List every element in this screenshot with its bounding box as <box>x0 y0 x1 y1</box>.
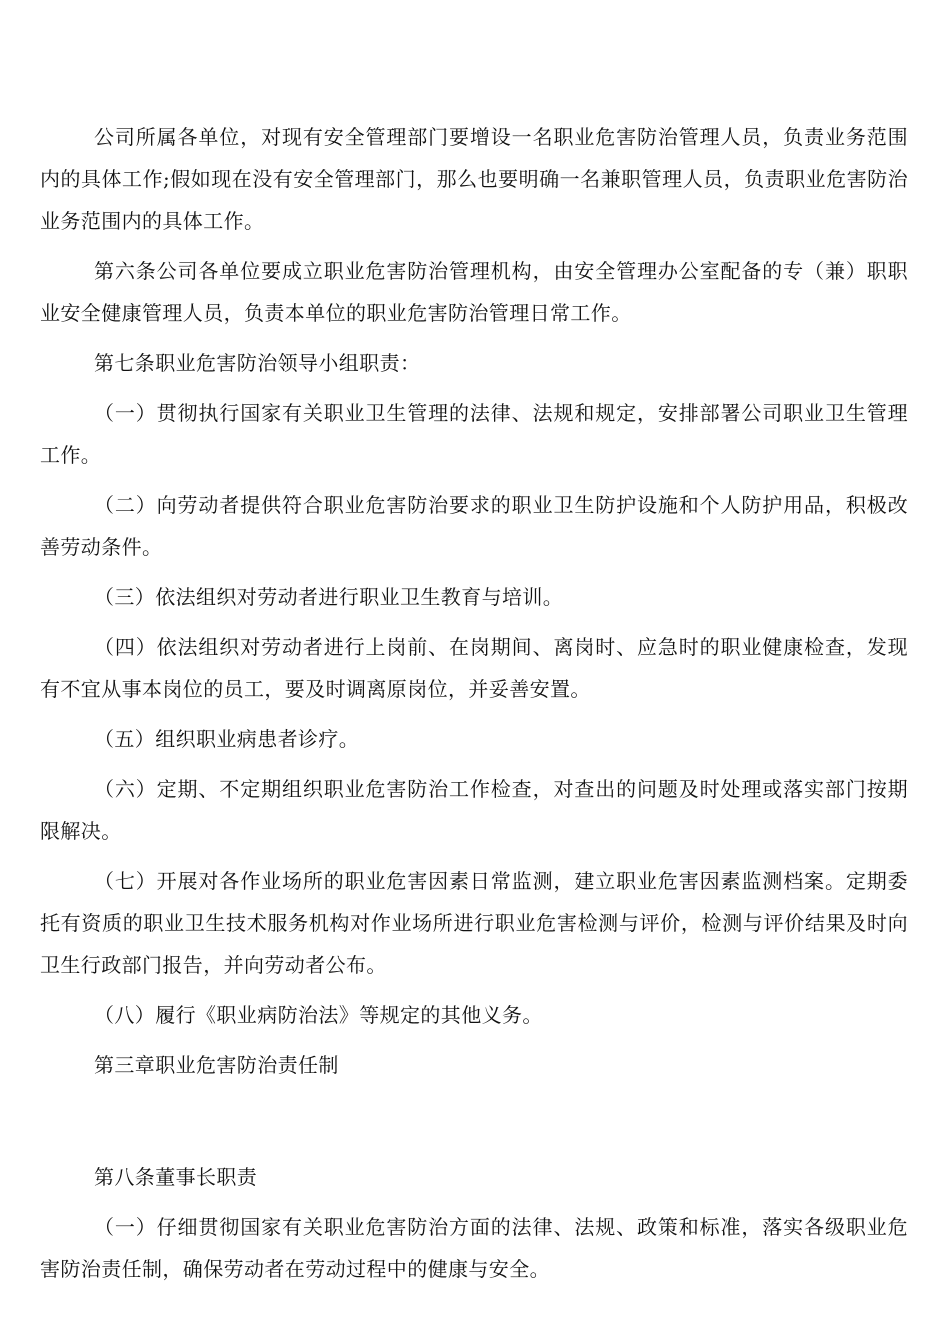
paragraph-article-7-item-6: （六）定期、不定期组织职业危害防治工作检查，对查出的问题及时处理或落实部门按期限解决。 <box>40 777 908 843</box>
paragraph-article-7-item-8: （八）履行《职业病防治法》等规定的其他义务。 <box>94 1003 543 1027</box>
document-body <box>40 116 908 1290</box>
paragraph-article-7-item-1: （一）贯彻执行国家有关职业卫生管理的法律、法规和规定，安排部署公司职业卫生管理工作。 <box>40 401 908 467</box>
paragraph-article-6: 第六条公司各单位要成立职业危害防治管理机构，由安全管理办公室配备的专（兼）职职业安全健康管理人员，负责本单位的职业危害防治管理日常工作。 <box>40 259 908 325</box>
paragraph-article-7-item-5: （五）组织职业病患者诊疗。 <box>94 727 360 751</box>
chapter-3-heading: 第三章职业危害防治责任制 <box>94 1053 339 1077</box>
paragraph-unit-staffing: 公司所属各单位，对现有安全管理部门要增设一名职业危害防治管理人员，负责业务范围内的具体工作;假如现在没有安全管理部门，那么也要明确一名兼职管理人员，负责职业危害防治业务范围内的具体工作。 <box>40 125 908 233</box>
paragraph-article-8-item-1: （一）仔细贯彻国家有关职业危害防治方面的法律、法规、政策和标准，落实各级职业危害防治责任制，确保劳动者在劳动过程中的健康与安全。 <box>40 1215 908 1281</box>
paragraph-article-7-item-7: （七）开展对各作业场所的职业危害因素日常监测，建立职业危害因素监测档案。定期委托有资质的职业卫生技术服务机构对作业场所进行职业危害检测与评价，检测与评价结果及时向卫生行政部门报告，并向劳动者公布。 <box>40 869 908 977</box>
paragraph-article-8-heading: 第八条董事长职责 <box>94 1165 258 1189</box>
paragraph-article-7-heading: 第七条职业危害防治领导小组职责： <box>94 351 421 375</box>
paragraph-article-7-item-4: （四）依法组织对劳动者进行上岗前、在岗期间、离岗时、应急时的职业健康检查，发现有不宜从事本岗位的员工，要及时调离原岗位，并妥善安置。 <box>40 635 908 701</box>
paragraph-article-7-item-3: （三）依法组织对劳动者进行职业卫生教育与培训。 <box>94 585 564 609</box>
paragraph-article-7-item-2: （二）向劳动者提供符合职业危害防治要求的职业卫生防护设施和个人防护用品，积极改善劳动条件。 <box>40 493 908 559</box>
